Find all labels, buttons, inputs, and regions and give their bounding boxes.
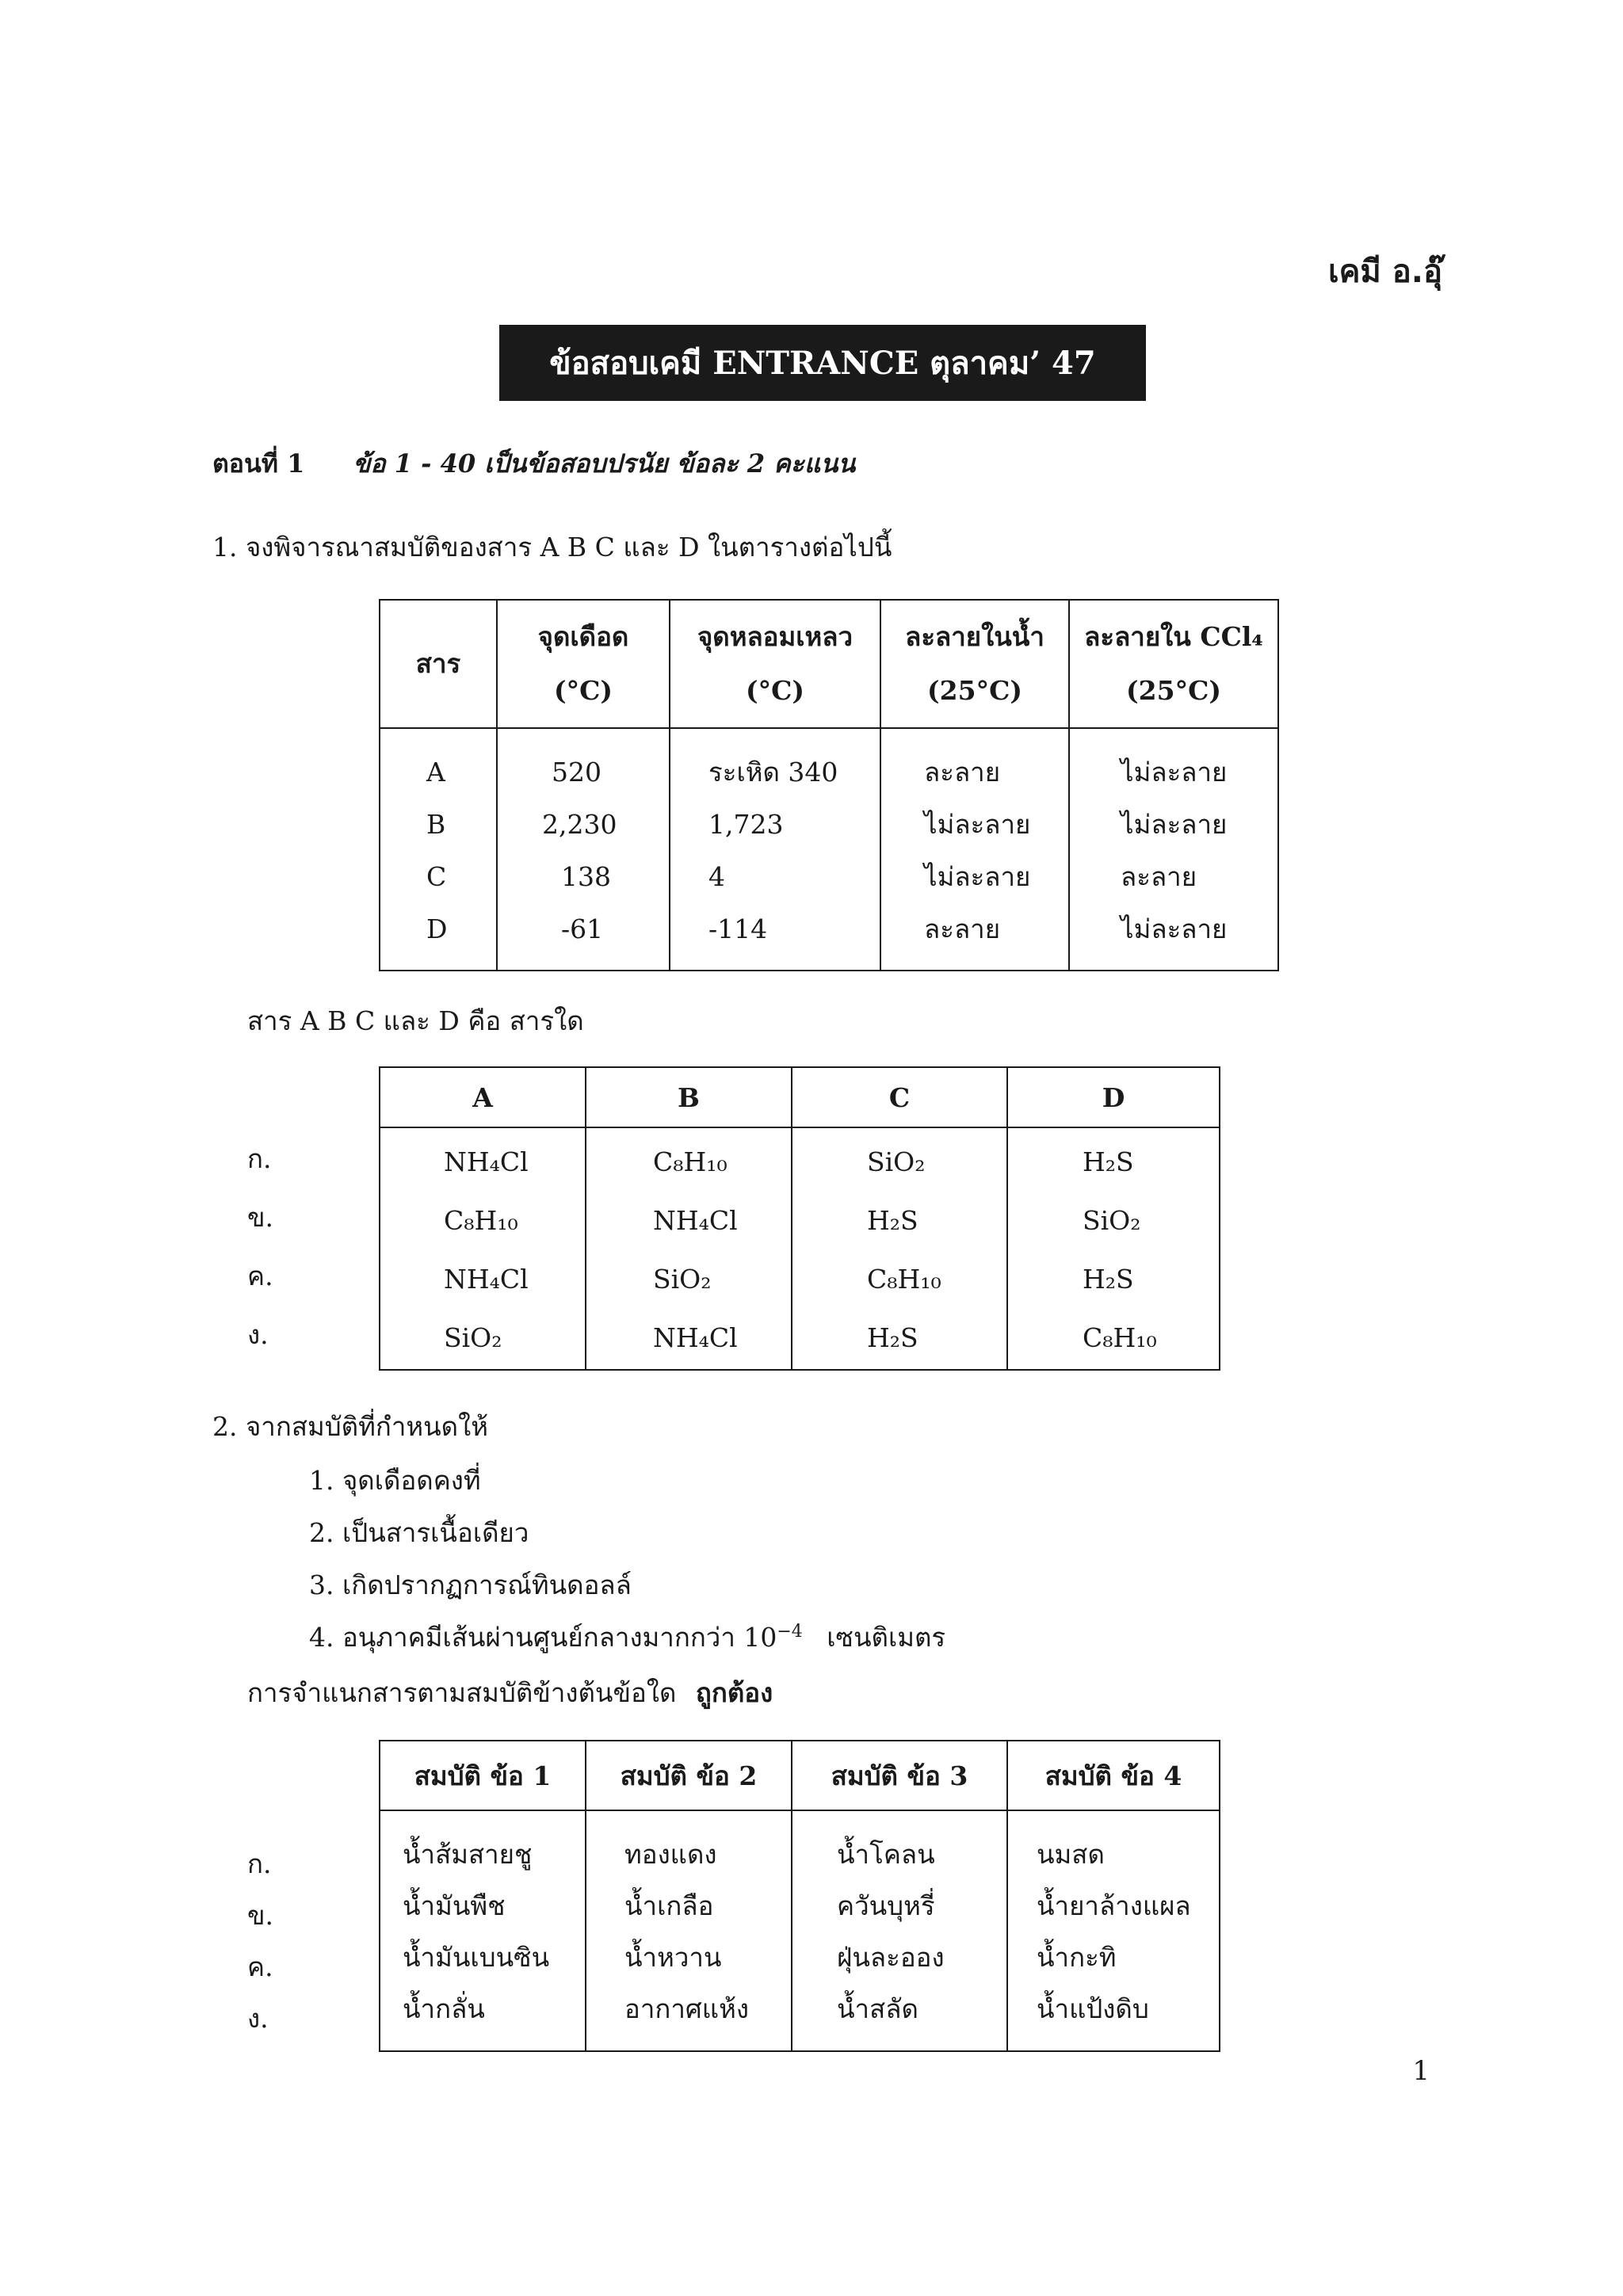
exam-title: ข้อสอบเคมี ENTRANCE ตุลาคม’ 47: [499, 325, 1146, 401]
q2-question: การจำแนกสารตามสมบัติข้างต้นข้อใด ถูกต้อง: [247, 1677, 773, 1708]
choice-header-c: C: [792, 1067, 1007, 1127]
q2-item-1: 1. จุดเดือดคงที่: [309, 1465, 481, 1496]
property-header-1: สมบัติ ข้อ 1: [380, 1741, 586, 1810]
q2-choices-table: [379, 1740, 1220, 2052]
substance-column: A B C D: [380, 728, 497, 971]
property-header-3: สมบัติ ข้อ 3: [792, 1741, 1007, 1810]
q1-choice-label-d: ง.: [247, 1319, 269, 1350]
water-solubility-column: ละลาย ไม่ละลาย ไม่ละลาย ละลาย: [880, 728, 1069, 971]
q2-prompt: 2. จากสมบัติที่กำหนดให้: [212, 1411, 488, 1442]
q2-item-4: 4. อนุภาคมีเส้นผ่านศูนย์กลางมากกว่า $10^{-4}$ เซนติเมตร: [309, 1622, 946, 1653]
choice-column-c: SiO₂ H₂S C₈H₁₀ H₂S: [792, 1127, 1007, 1370]
part-description: ข้อ 1 - 40 เป็นข้อสอบปรนัย ข้อละ 2 คะแนน: [353, 448, 856, 479]
property-column-2: ทองแดง น้ำเกลือ น้ำหวาน อากาศแห้ง: [586, 1810, 792, 2051]
melting-point-column: ระเหิด 340 1,723 4 -114: [670, 728, 880, 971]
header-water-solubility: ละลายในน้ำ (25°C): [880, 600, 1069, 728]
emphasis-correct: ถูกต้อง: [695, 1677, 773, 1708]
choice-header-a: A: [380, 1067, 586, 1127]
property-column-3: น้ำโคลน ควันบุหรี่ ฝุ่นละออง น้ำสลัด: [792, 1810, 1007, 2051]
header-boiling-point: จุดเดือด (°C): [497, 600, 670, 728]
q1-choice-label-b: ข.: [247, 1202, 274, 1233]
brand-label: เคมี อ.อุ๊: [1328, 254, 1442, 290]
q2-choice-label-d: ง.: [247, 2003, 269, 2034]
property-column-4: นมสด น้ำยาล้างแผล น้ำกะทิ น้ำแป้งดิบ: [1007, 1810, 1220, 2051]
choice-column-b: C₈H₁₀ NH₄Cl SiO₂ NH₄Cl: [586, 1127, 792, 1370]
choice-header-b: B: [586, 1067, 792, 1127]
exponent: −4: [777, 1622, 803, 1642]
choice-header-d: D: [1007, 1067, 1220, 1127]
choice-column-a: NH₄Cl C₈H₁₀ NH₄Cl SiO₂: [380, 1127, 586, 1370]
q2-choice-label-b: ข.: [247, 1900, 274, 1931]
q1-subprompt: สาร A B C และ D คือ สารใด: [247, 1005, 584, 1036]
header-substance: สาร: [380, 600, 497, 728]
choice-column-d: H₂S SiO₂ H₂S C₈H₁₀: [1007, 1127, 1220, 1370]
q1-choice-label-c: ค.: [247, 1261, 273, 1291]
page-number: 1: [1412, 2055, 1430, 2087]
property-column-1: น้ำส้มสายชู น้ำมันพืช น้ำมันเบนซิน น้ำกลั่น: [380, 1810, 586, 2051]
q1-properties-table: [379, 599, 1279, 971]
boiling-point-column: 520 2,230 138 -61: [497, 728, 670, 971]
q1-prompt: 1. จงพิจารณาสมบัติของสาร A B C และ D ในตารางต่อไปนี้: [212, 532, 892, 563]
q2-item-2: 2. เป็นสารเนื้อเดียว: [309, 1517, 529, 1548]
part-label: ตอนที่ 1: [212, 448, 305, 479]
header-melting-point: จุดหลอมเหลว (°C): [670, 600, 880, 728]
q1-choices-table: [379, 1066, 1220, 1371]
q2-item-3: 3. เกิดปรากฏการณ์ทินดอลล์: [309, 1569, 632, 1600]
ccl4-solubility-column: ไม่ละลาย ไม่ละลาย ละลาย ไม่ละลาย: [1069, 728, 1278, 971]
q1-choice-label-a: ก.: [247, 1143, 272, 1174]
part-heading: [212, 444, 855, 484]
q2-choice-label-c: ค.: [247, 1951, 273, 1982]
header-ccl4-solubility: ละลายใน CCl₄ (25°C): [1069, 600, 1278, 728]
property-header-2: สมบัติ ข้อ 2: [586, 1741, 792, 1810]
property-header-4: สมบัติ ข้อ 4: [1007, 1741, 1220, 1810]
q2-choice-label-a: ก.: [247, 1848, 272, 1879]
